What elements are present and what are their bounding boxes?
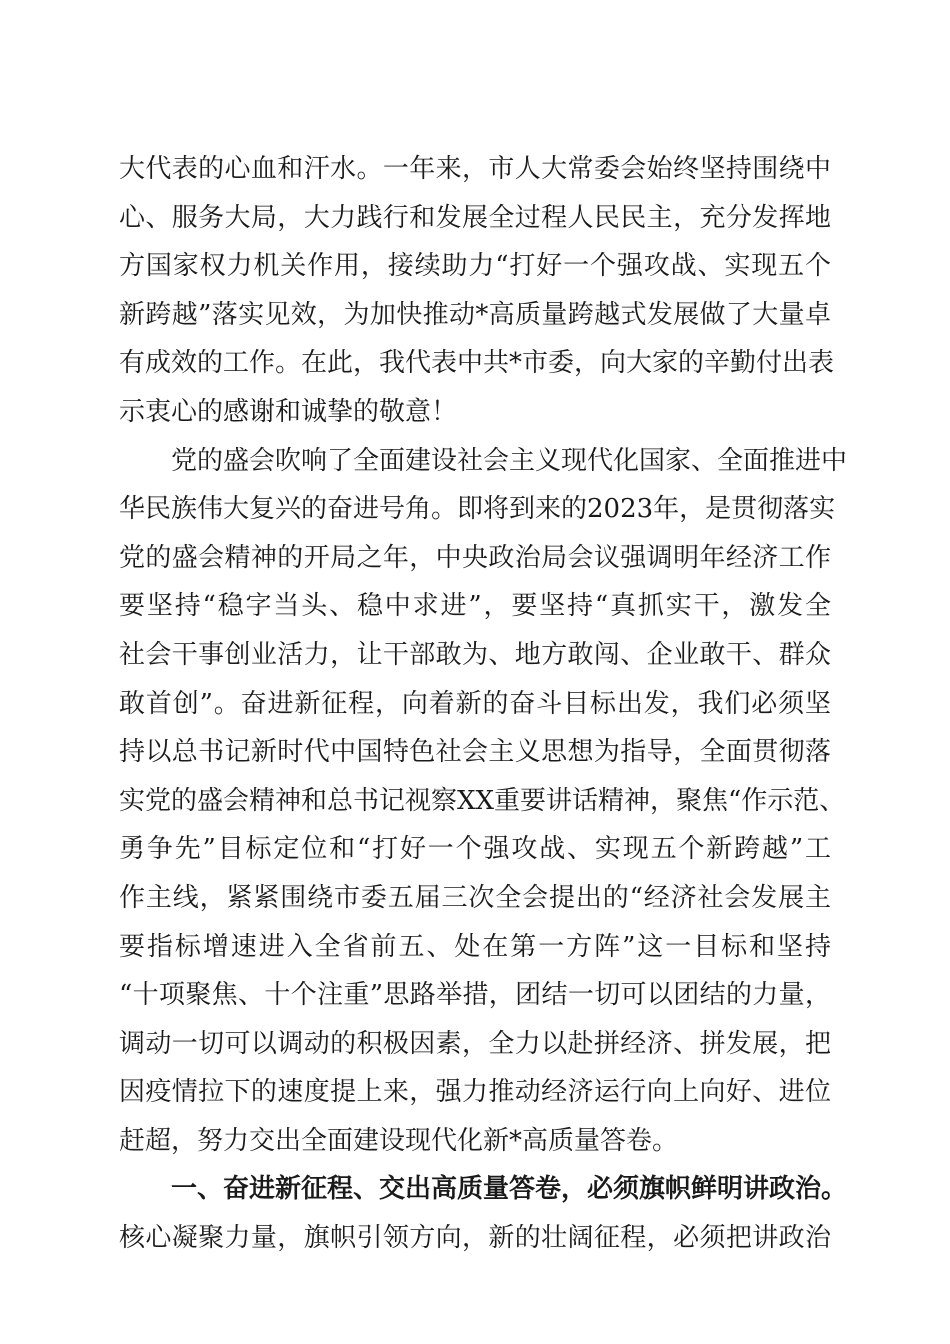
text-line: 有成效的工作。在此，我代表中共*市委，向大家的辛勤付出表: [119, 348, 835, 379]
text-line: 敢首创”。奋进新征程，向着新的奋斗目标出发，我们必须坚: [119, 688, 831, 719]
paragraph-1: [119, 145, 835, 437]
text-line: 勇争先”目标定位和“打好一个强攻战、实现五个新跨越”工: [119, 834, 831, 865]
text-line: 因疫情拉下的速度提上来，强力推动经济运行向上向好、进位: [119, 1077, 831, 1108]
text-line: “十项聚焦、十个注重”思路举措，团结一切可以团结的力量，: [119, 980, 831, 1011]
text-line: 大代表的心血和汗水。一年来，市人大常委会始终坚持围绕中: [119, 154, 831, 184]
text-line: 持以总书记新时代中国特色社会主义思想为指导，全面贯彻落: [119, 737, 831, 768]
text-line: 要坚持“稳字当头、稳中求进”，要坚持“真抓实干，激发全: [119, 591, 831, 622]
document-body: [119, 145, 848, 1263]
text-line: 新跨越”落实见效，为加快推动*高质量跨越式发展做了大量卓: [119, 299, 831, 330]
text-line: 党的盛会吹响了全面建设社会主义现代化国家、全面推进中: [119, 445, 848, 476]
text-line: 作主线，紧紧围绕市委五届三次全会提出的“经济社会发展主: [119, 882, 831, 913]
section-heading: 一、奋进新征程、交出高质量答卷，必须旗帜鲜明讲政治。: [119, 1174, 848, 1205]
text-line: 华民族伟大复兴的奋进号角。即将到来的2023年，是贯彻落实: [119, 494, 836, 525]
text-line: 调动一切可以调动的积极因素，全力以赴拼经济、拼发展，把: [119, 1028, 831, 1059]
paragraph-3: [119, 1214, 831, 1263]
text-line: 要指标增速进入全省前五、处在第一方阵”这一目标和坚持: [119, 931, 831, 962]
text-line: 实党的盛会精神和总书记视察XX重要讲话精神，聚焦“作示范、: [119, 785, 846, 816]
paragraph-2: [119, 437, 848, 1166]
text-line: 核心凝聚力量，旗帜引领方向，新的壮阔征程，必须把讲政治: [119, 1223, 831, 1254]
text-line: 社会干事创业活力，让干部敢为、地方敢闯、企业敢干、群众: [119, 639, 831, 670]
text-line: 示衷心的感谢和诚挚的敬意！: [119, 396, 458, 427]
text-line: 方国家权力机关作用，接续助力“打好一个强攻战、实现五个: [119, 251, 831, 282]
text-line: 党的盛会精神的开局之年，中央政治局会议强调明年经济工作: [119, 542, 831, 573]
text-line: 心、服务大局，大力践行和发展全过程人民民主，充分发挥地: [119, 202, 831, 233]
text-line: 赶超，努力交出全面建设现代化新*高质量答卷。: [119, 1125, 679, 1156]
